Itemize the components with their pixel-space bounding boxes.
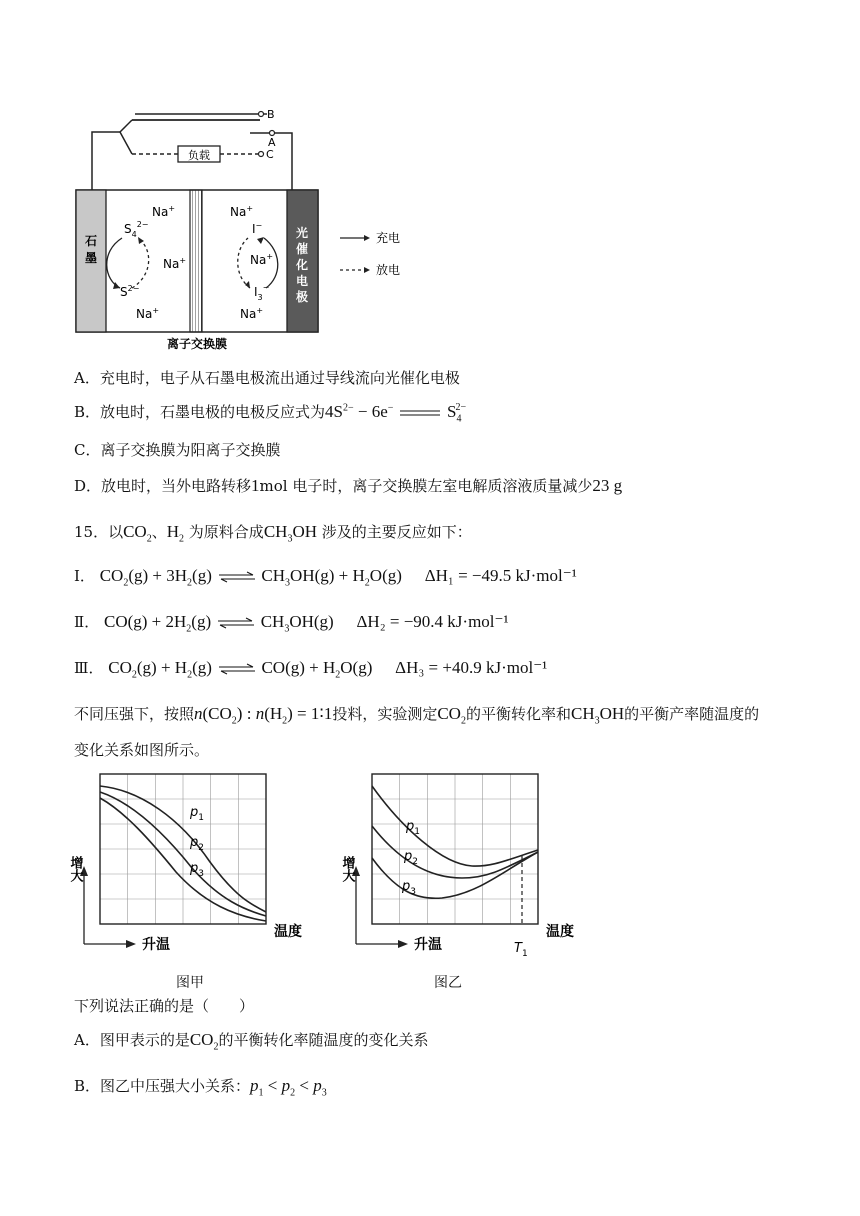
chart-yi-label-p3: $p_3$ xyxy=(402,879,416,897)
svg-text:Na+: Na+ xyxy=(230,204,254,219)
svg-text:墨: 墨 xyxy=(84,251,98,265)
membrane-caption: 离子交换膜 xyxy=(166,337,228,351)
legend-discharge: 放电 xyxy=(376,263,401,277)
terminal-c: C xyxy=(266,148,274,161)
chart-yi-label-p2: $p_2$ xyxy=(404,849,418,867)
q15-reaction-1: Ⅰ． $CO_2(g) + 3H_2(g) CH_3OH(g) + H_2O(g) \Delta H_1 = -49.5$ kJ·mol⁻¹ xyxy=(74,566,577,589)
q15-condition: 不同压强下，按照$n(CO_2)$ : $n(H_2)$ = 1∶1投料，实验测定$CO_2$的平衡转化率和$CH_3OH$的平衡产率随温度的 xyxy=(74,704,760,727)
q15-option-a: A．图甲表示的是$CO_2$的平衡转化率随温度的变化关系 xyxy=(74,1030,429,1053)
chart-yi-marker: $T_1$ xyxy=(514,941,528,959)
chart-yi-label-p1: $p_1$ xyxy=(406,819,420,837)
svg-text:石: 石 xyxy=(84,234,98,248)
svg-text:催: 催 xyxy=(295,242,309,256)
q14-option-a: A．充电时，电子从石墨电极流出通过导线流向光催化电极 xyxy=(74,369,460,387)
chart-yi-xlabel: 温度 xyxy=(546,924,574,940)
chart-jia-label-p1: $p_1$ xyxy=(190,805,204,823)
svg-text:光: 光 xyxy=(295,226,309,240)
svg-text:S2−: $S^{2-}$ xyxy=(120,284,140,299)
q14-option-b: B．放电时，石墨电极的电极反应式为$4S^{2-} - 6e^-$ $S_4^{2-}$ xyxy=(74,402,467,425)
svg-text:Na+: Na+ xyxy=(136,306,160,321)
chart-jia-xarrow: 升温 xyxy=(142,937,170,953)
chart-jia-title: 图甲 xyxy=(176,975,204,991)
chart-yi-ylabel: 增大 xyxy=(339,856,355,882)
q15-condition-2: 变化关系如图所示。 xyxy=(74,741,210,759)
chart-jia xyxy=(67,768,320,968)
chart-yi xyxy=(339,768,592,968)
q15-reaction-2: Ⅱ． $CO(g) + 2H_2(g)$ $CH_3OH(g) \Delta H_2 = -90.4$ kJ·mol⁻¹ xyxy=(74,612,509,635)
q14-option-c: C．离子交换膜为阳离子交换膜 xyxy=(74,441,281,459)
svg-text:I3−: $I_3^-$ xyxy=(254,283,270,302)
q15-stem: 15．以$CO_2$、$H_2$ 为原料合成$CH_3OH$ 涉及的主要反应如下： xyxy=(74,522,472,545)
chart-jia-xlabel: 温度 xyxy=(274,924,302,940)
svg-text:Na+: Na+ xyxy=(250,252,274,267)
chart-jia-ylabel: 增大 xyxy=(67,856,83,882)
chart-jia-label-p2: $p_2$ xyxy=(190,835,204,853)
svg-text:Na+: Na+ xyxy=(152,204,176,219)
chart-yi-xarrow: 升温 xyxy=(414,937,442,953)
legend-charge: 充电 xyxy=(376,231,401,245)
svg-text:Na+: Na+ xyxy=(240,306,264,321)
load-label: 负载 xyxy=(188,149,210,162)
svg-text:电: 电 xyxy=(295,274,309,288)
q15-option-b: B．图乙中压强大小关系：$p_1 < p_2 < p_3$ xyxy=(74,1076,327,1099)
svg-text:化: 化 xyxy=(295,258,309,272)
svg-text:Na+: Na+ xyxy=(163,256,187,271)
terminal-a: A xyxy=(268,136,276,149)
svg-text:S42−: $S_4^{2-}$ xyxy=(124,220,149,239)
terminal-b: B xyxy=(267,108,275,121)
svg-text:I−: I− xyxy=(252,221,263,236)
chart-jia-label-p3: $p_3$ xyxy=(190,861,204,879)
q14-option-d: D．放电时，当外电路转移1mol 电子时，离子交换膜左室电解质溶液质量减少23 g xyxy=(74,476,623,495)
battery-diagram xyxy=(60,100,420,360)
chart-yi-title: 图乙 xyxy=(434,975,462,991)
svg-text:极: 极 xyxy=(295,290,309,304)
q15-question: 下列说法正确的是（ ） xyxy=(74,997,255,1015)
q15-reaction-3: Ⅲ． $CO_2(g) + H_2(g) CO(g) + H_2O(g) \Delta H_3 = +40.9$ kJ·mol⁻¹ xyxy=(74,658,548,681)
